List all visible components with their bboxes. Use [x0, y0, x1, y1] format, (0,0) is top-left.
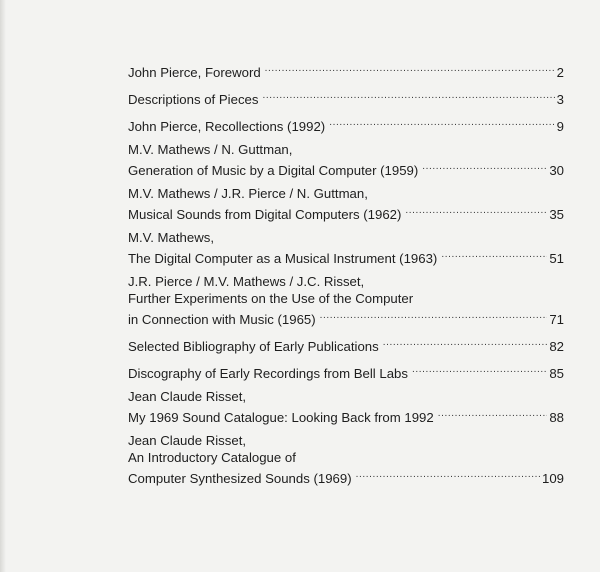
toc-leader-dots: [329, 114, 554, 131]
toc-entry-title: Musical Sounds from Digital Computers (1962): [128, 207, 402, 222]
toc-leader-dots: [265, 60, 555, 77]
toc-entry-line: [128, 60, 564, 80]
toc-entry-title: The Digital Computer as a Musical Instrument (1963): [128, 251, 438, 266]
toc-entry-author: Jean Claude Risset,: [128, 433, 247, 448]
toc-entry-line: [128, 307, 564, 327]
toc-page-number: 9: [556, 119, 564, 134]
toc-leader-dots: [412, 361, 547, 378]
page-spine-shadow: [0, 0, 6, 572]
toc-entry-title: Selected Bibliography of Early Publications: [128, 339, 379, 354]
toc-entry-line: [128, 466, 564, 486]
toc-entry: [128, 273, 564, 327]
toc-entry-line: [128, 246, 564, 266]
toc-entry: [128, 87, 564, 107]
toc-entry-author: M.V. Mathews,: [128, 230, 214, 245]
toc-leader-dots: [405, 202, 547, 219]
toc-entry-title: Computer Synthesized Sounds (1969): [128, 471, 352, 486]
toc-leader-dots: [320, 307, 548, 324]
toc-entry: [128, 361, 564, 381]
toc-entry: [128, 114, 564, 134]
toc-leader-dots: [441, 246, 547, 263]
toc-page-number: 71: [549, 312, 564, 327]
toc-entry-author: M.V. Mathews / N. Guttman,: [128, 142, 293, 157]
toc-entry-title: John Pierce, Foreword: [128, 65, 261, 80]
toc-entry-title: Generation of Music by a Digital Computer (1959): [128, 163, 419, 178]
toc-entry-author: Jean Claude Risset,: [128, 389, 247, 404]
toc-entry-line: [128, 202, 564, 222]
toc-page-number: 109: [541, 471, 564, 486]
toc-entry-line: [128, 158, 564, 178]
toc-entry-title: My 1969 Sound Catalogue: Looking Back from 1992: [128, 410, 434, 425]
toc-page-number: 3: [556, 92, 564, 107]
toc-entry-title: John Pierce, Recollections (1992): [128, 119, 326, 134]
toc-entry: [128, 334, 564, 354]
toc-entry: [128, 60, 564, 80]
toc-entry-title-line: Further Experiments on the Use of the Computer: [128, 291, 414, 306]
toc-leader-dots: [262, 87, 554, 104]
toc-leader-dots: [422, 158, 547, 175]
toc-page-number: 35: [549, 207, 564, 222]
toc-page-number: 2: [556, 65, 564, 80]
toc-page-number: 51: [549, 251, 564, 266]
toc-entry-title: in Connection with Music (1965): [128, 312, 316, 327]
toc-leader-dots: [383, 334, 548, 351]
toc-entry-title-line: An Introductory Catalogue of: [128, 450, 296, 465]
toc-page-number: 85: [549, 366, 564, 381]
toc-page-number: 88: [549, 410, 564, 425]
toc-entry: [128, 141, 564, 178]
toc-page-number: 82: [549, 339, 564, 354]
toc-entry: [128, 432, 564, 486]
toc-entry-author: M.V. Mathews / J.R. Pierce / N. Guttman,: [128, 186, 368, 201]
toc-entry-title: Discography of Early Recordings from Bell Labs: [128, 366, 408, 381]
toc-entry-line: [128, 361, 564, 381]
toc-entry-line: [128, 334, 564, 354]
toc-entry: [128, 185, 564, 222]
toc-leader-dots: [438, 405, 548, 422]
toc-entry: [128, 229, 564, 266]
toc-entry-title: Descriptions of Pieces: [128, 92, 259, 107]
toc-entry-line: [128, 87, 564, 107]
toc-page-number: 30: [549, 163, 564, 178]
toc-entry-line: [128, 114, 564, 134]
toc-leader-dots: [356, 466, 540, 483]
toc-entry-line: [128, 405, 564, 425]
toc-entry: [128, 388, 564, 425]
toc-entry-author: J.R. Pierce / M.V. Mathews / J.C. Risset,: [128, 274, 365, 289]
table-of-contents: [128, 60, 564, 493]
